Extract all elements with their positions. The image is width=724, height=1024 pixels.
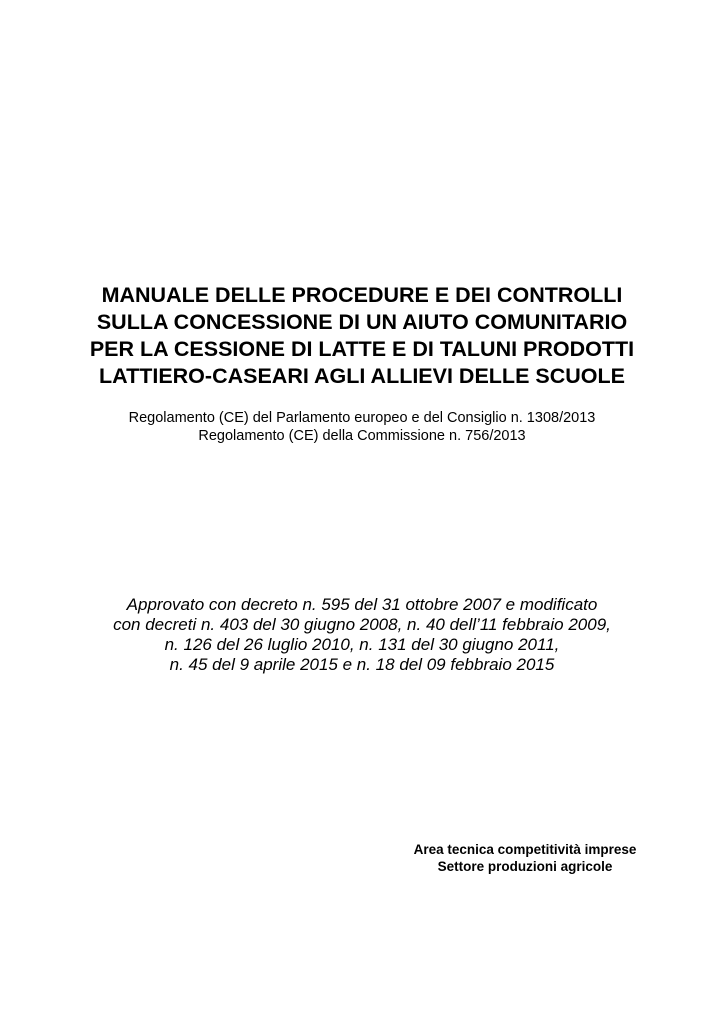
approval-line: con decreti n. 403 del 30 giugno 2008, n. 40 dell’11 febbraio 2009, — [113, 615, 611, 634]
regulations-block — [0, 409, 724, 445]
approval-line: n. 45 del 9 aprile 2015 e n. 18 del 09 febbraio 2015 — [169, 655, 555, 674]
regulation-line: Regolamento (CE) della Commissione n. 756/2013 — [198, 428, 526, 444]
title-line: PER LA CESSIONE DI LATTE E DI TALUNI PRODOTTI — [89, 337, 635, 361]
office-area-line: Area tecnica competitività imprese — [413, 842, 637, 857]
approval-line: Approvato con decreto n. 595 del 31 ottobre 2007 e modificato — [126, 595, 598, 614]
approval-line: n. 126 del 26 luglio 2010, n. 131 del 30 giugno 2011, — [164, 635, 560, 654]
office-sector-line: Settore produzioni agricole — [437, 859, 613, 874]
title-line: MANUALE DELLE PROCEDURE E DEI CONTROLLI — [101, 283, 623, 307]
approval-block — [0, 595, 724, 675]
regulation-line: Regolamento (CE) del Parlamento europeo e del Consiglio n. 1308/2013 — [128, 410, 596, 426]
office-block — [397, 841, 653, 875]
document-title — [0, 282, 724, 390]
title-line: LATTIERO-CASEARI AGLI ALLIEVI DELLE SCUOLE — [99, 364, 625, 388]
title-line: SULLA CONCESSIONE DI UN AIUTO COMUNITARIO — [96, 310, 628, 334]
